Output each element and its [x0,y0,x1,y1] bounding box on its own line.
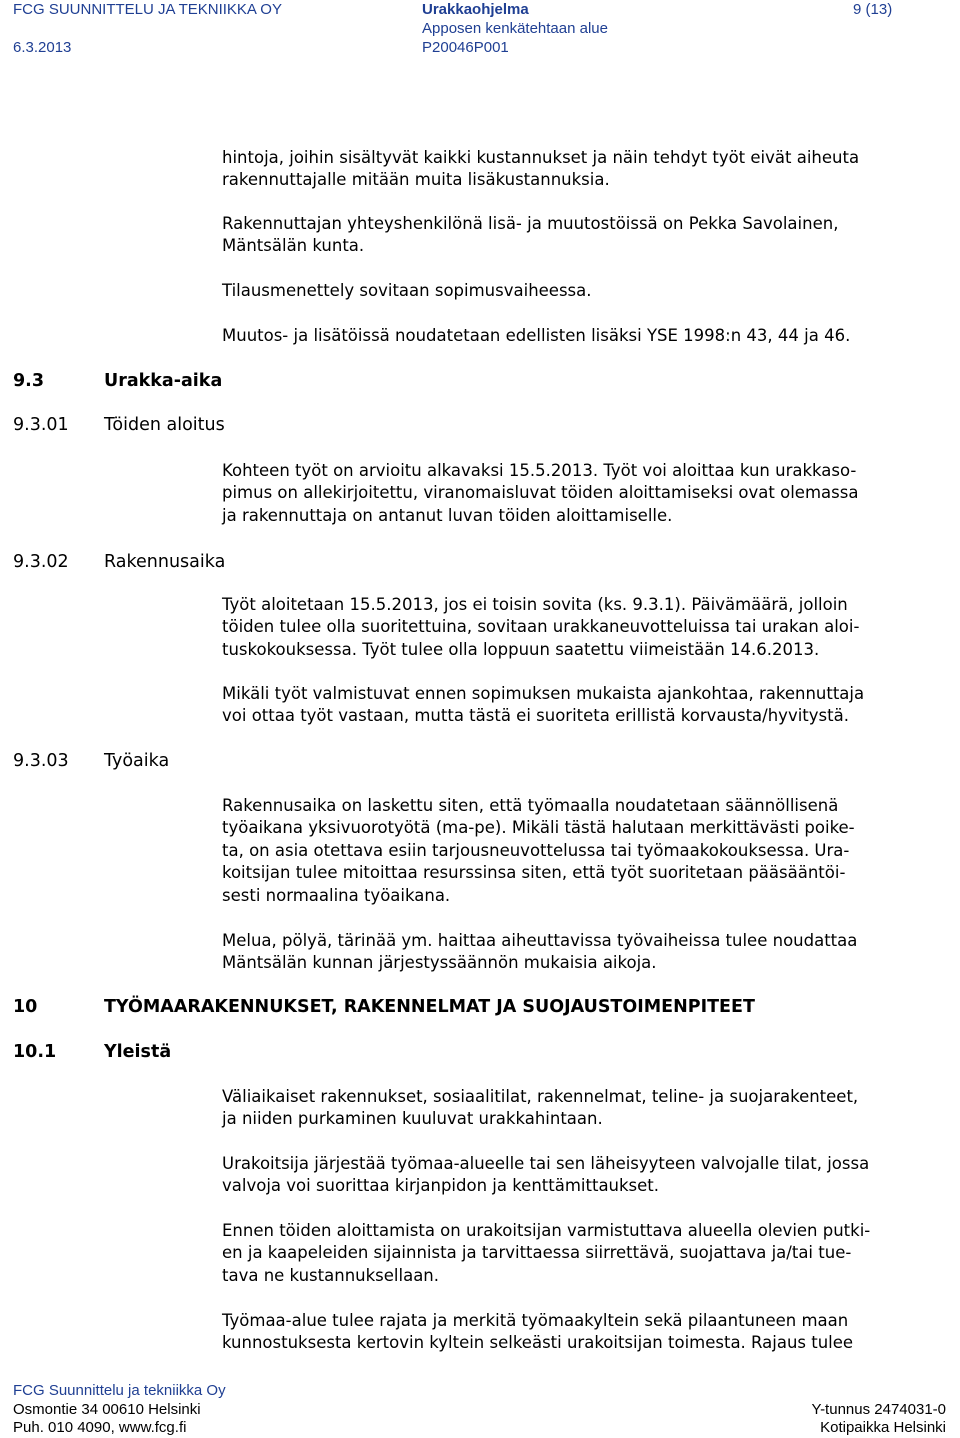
footer-address: Osmontie 34 00610 Helsinki [13,1401,201,1418]
paragraph-ordering [222,280,958,302]
paragraph-line: Työmaa-alue tulee rajata ja merkitä työmaakyltein sekä pilaantuneen maan [222,1311,849,1330]
paragraph-pricing [222,147,958,192]
footer-company: FCG Suunnittelu ja tekniikka Oy [13,1382,226,1399]
paragraph-line: voi ottaa työt vastaan, mutta tästä ei suoriteta erillistä korvausta/hyvitystä. [222,706,849,726]
paragraph-line: Mäntsälän kunta. [222,236,365,256]
footer-business-id: Y-tunnus 2474031-0 [811,1401,946,1418]
paragraph-start-of-work [222,460,958,527]
paragraph-line: Mikäli työt valmistuvat ennen sopimuksen mukaista ajankohtaa, rakennuttaja [222,684,865,703]
paragraph-noise [222,930,958,975]
paragraph-line: valvoja voi suorittaa kirjanpidon ja kenttämittaukset. [222,1176,660,1196]
header-project-code: P20046P001 [422,39,509,56]
section-9-3-03-number: 9.3.03 [13,751,69,771]
paragraph-line: pimus on allekirjoitettu, viranomaisluvat töiden aloittamiseksi ovat olemassa [222,483,859,503]
paragraph-changes [222,325,958,347]
section-9-3-02-title: Rakennusaika [104,552,226,572]
paragraph-line: työaikana yksivuorotyötä (ma-pe). Mikäli tästä halutaan merkittävästi poike- [222,818,855,838]
paragraph-working-hours [222,795,958,907]
paragraph-temporary-buildings [222,1086,958,1131]
header-company: FCG SUUNNITTELU JA TEKNIIKKA OY [13,1,282,18]
paragraph-line: Mäntsälän kunnan järjestyssäännön mukaisia aikoja. [222,953,657,973]
paragraph-line: Työt aloitetaan 15.5.2013, jos ei toisin sovita (ks. 9.3.1). Päivämäärä, jolloin [222,595,848,614]
section-10-number: 10 [13,997,38,1017]
section-9-3-02-number: 9.3.02 [13,552,69,572]
paragraph-line: rakennuttajalle mitään muita lisäkustannuksia. [222,170,610,190]
paragraph-line: Kohteen työt on arvioitu alkavaksi 15.5.2013. Työt voi aloittaa kun urakkaso- [222,461,857,480]
header-date: 6.3.2013 [13,39,72,56]
paragraph-line: ta, on asia otettava esiin tarjousneuvottelussa tai työmaakokouksessa. Ura- [222,840,850,860]
paragraph-line: hintoja, joihin sisältyvät kaikki kustannukset ja näin tehdyt työt eivät aiheuta [222,148,860,167]
header-doc-subtitle: Apposen kenkätehtaan alue [422,20,608,37]
header-page-number: 9 (13) [853,1,893,18]
section-10-1-number: 10.1 [13,1042,57,1062]
paragraph-line: sesti normaalina työaikana. [222,885,451,905]
section-10-1-title: Yleistä [104,1042,172,1062]
paragraph-line: ja rakennuttaja on antanut luvan töiden aloittamiselle. [222,505,673,525]
paragraph-construction-time [222,594,958,661]
section-10-title: TYÖMAARAKENNUKSET, RAKENNELMAT JA SUOJAUSTOIMENPITEET [104,997,755,1017]
paragraph-supervisor-facilities [222,1153,958,1198]
footer-contact: Puh. 010 4090, www.fcg.fi [13,1419,187,1436]
paragraph-contact-person [222,213,958,258]
paragraph-line: töiden tulee olla suoritettuina, sovitaan urakkaneuvotteluissa tai urakan aloi- [222,617,860,637]
footer-domicile: Kotipaikka Helsinki [820,1419,946,1436]
paragraph-line: Muutos- ja lisätöissä noudatetaan edellisten lisäksi YSE 1998:n 43, 44 ja 46. [222,326,851,345]
paragraph-line: Rakennusaika on laskettu siten, että työmaalla noudatetaan säännöllisenä [222,796,839,815]
paragraph-line: ja niiden purkaminen kuuluvat urakkahintaan. [222,1109,603,1129]
paragraph-line: tava ne kustannuksellaan. [222,1265,440,1285]
header-doc-title: Urakkaohjelma [422,1,529,18]
paragraph-line: kunnostuksesta kertovin kyltein selkeästi urakoitsijan toimesta. Rajaus tulee [222,1333,854,1353]
section-9-3-title: Urakka-aika [104,371,223,391]
paragraph-utilities [222,1220,958,1287]
paragraph-line: koitsijan tulee mitoittaa resurssinsa siten, että työt suoritetaan pääsääntöi- [222,863,846,883]
paragraph-line: en ja kaapeleiden sijainnista ja tarvittaessa siirrettävä, suojattava ja/tai tue- [222,1243,852,1263]
section-9-3-01-title: Töiden aloitus [104,415,225,435]
paragraph-line: Tilausmenettely sovitaan sopimusvaiheessa. [222,281,592,300]
section-9-3-03-title: Työaika [104,751,170,771]
paragraph-line: Rakennuttajan yhteyshenkilönä lisä- ja muutostöissä on Pekka Savolainen, [222,214,839,233]
section-9-3-01-number: 9.3.01 [13,415,69,435]
paragraph-line: Väliaikaiset rakennukset, sosiaalitilat, rakennelmat, teline- ja suojarakenteet, [222,1087,859,1106]
paragraph-line: Ennen töiden aloittamista on urakoitsijan varmistuttava alueella olevien putki- [222,1221,871,1240]
section-9-3-number: 9.3 [13,371,45,391]
paragraph-early-completion [222,683,958,728]
paragraph-line: Urakoitsija järjestää työmaa-alueelle tai sen läheisyyteen valvojalle tilat, jossa [222,1154,870,1173]
paragraph-site-boundary [222,1310,958,1355]
paragraph-line: Melua, pölyä, tärinää ym. haittaa aiheuttavissa työvaiheissa tulee noudattaa [222,931,858,950]
paragraph-line: tuskokouksessa. Työt tulee olla loppuun saatettu viimeistään 14.6.2013. [222,639,820,659]
